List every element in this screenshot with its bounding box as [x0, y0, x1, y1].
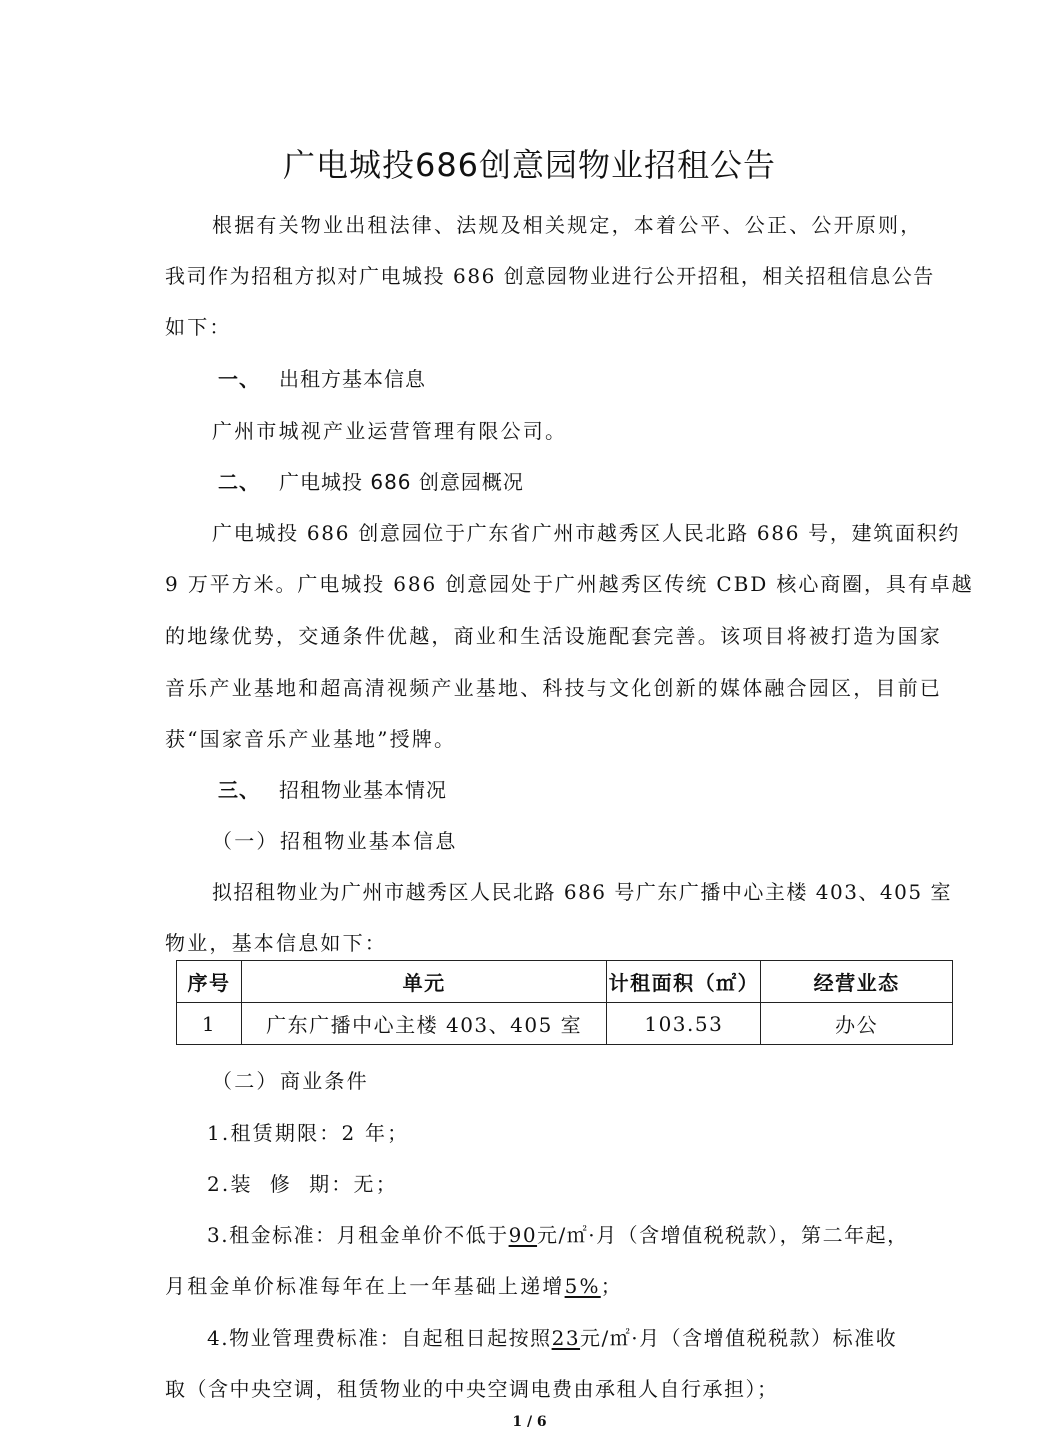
table-header-unit: 单元 — [241, 961, 606, 1003]
table-header-area: 计租面积（㎡） — [607, 961, 761, 1003]
property-table — [176, 960, 953, 1045]
intro-line-1: 根据有关物业出租法律、法规及相关规定，本着公平、公正、公开原则， — [212, 213, 923, 237]
management-fee-price: 23 — [551, 1326, 581, 1350]
page-title: 广电城投686创意园物业招租公告 — [282, 146, 777, 184]
table-header-business-type: 经营业态 — [761, 961, 953, 1003]
term-management-fee-note: 取（含中央空调，租赁物业的中央空调电费由承租人自行承担）； — [165, 1377, 779, 1401]
term-rent-standard — [207, 1221, 909, 1249]
table-cell-index: 1 — [177, 1003, 242, 1045]
section-1-heading: 出租方基本信息 — [279, 367, 426, 391]
table-header-row — [177, 961, 953, 1003]
section-2-heading: 广电城投 686 创意园概况 — [279, 470, 524, 494]
subsection-2-heading: 商业条件 — [280, 1069, 369, 1093]
rent-increase-rate: 5% — [564, 1274, 601, 1298]
table-header-index: 序号 — [177, 961, 242, 1003]
section-1-number: 一、 — [218, 367, 260, 391]
section-2-line-4: 音乐产业基地和超高清视频产业基地、科技与文化创新的媒体融合园区，目前已 — [165, 676, 942, 700]
section-3-heading: 招租物业基本情况 — [279, 778, 447, 802]
section-2-line-3: 的地缘优势，交通条件优越，商业和生活设施配套完善。该项目将被打造为国家 — [165, 624, 942, 648]
table-row — [177, 1003, 953, 1045]
rent-increase-end: ； — [600, 1274, 623, 1298]
term-renovation-period: 2.装 修 期：无； — [207, 1172, 398, 1196]
section-3-number: 三、 — [218, 778, 260, 802]
section-2-line-2: 9 万平方米。广电城投 686 创意园处于广州越秀区传统 CBD 核心商圈，具有卓越 — [165, 572, 974, 596]
table-cell-business-type: 办公 — [761, 1003, 953, 1045]
rent-standard-prefix: 3.租金标准：月租金单价不低于 — [207, 1223, 509, 1247]
section-2-line-1: 广电城投 686 创意园位于广东省广州市越秀区人民北路 686 号，建筑面积约 — [212, 521, 961, 545]
section-2-number: 二、 — [218, 470, 260, 494]
subsection-1-number: （一） — [212, 829, 279, 853]
intro-line-3: 如下： — [165, 315, 232, 339]
term-rent-increase — [165, 1272, 623, 1300]
subsection-1-line-1: 拟招租物业为广州市越秀区人民北路 686 号广东广播中心主楼 403、405 室 — [212, 880, 952, 904]
section-2-line-5: 获“国家音乐产业基地”授牌。 — [165, 727, 457, 751]
rent-increase-text: 月租金单价标准每年在上一年基础上递增 — [165, 1274, 565, 1298]
subsection-1-heading: 招租物业基本信息 — [280, 829, 458, 853]
page-number: 1 / 6 — [512, 1414, 547, 1430]
subsection-2-number: （二） — [212, 1069, 279, 1093]
section-1-body: 广州市城视产业运营管理有限公司。 — [212, 419, 568, 443]
rent-unit-price: 90 — [508, 1223, 538, 1247]
term-management-fee — [207, 1324, 897, 1352]
table-cell-area: 103.53 — [607, 1003, 761, 1045]
management-fee-prefix: 4.物业管理费标准：自起租日起按照 — [207, 1326, 552, 1350]
management-fee-suffix: 元/㎡·月（含增值税税款）标准收 — [580, 1326, 898, 1350]
intro-line-2: 我司作为招租方拟对广电城投 686 创意园物业进行公开招租，相关招租信息公告 — [165, 264, 935, 288]
rent-standard-suffix: 元/㎡·月（含增值税税款），第二年起， — [537, 1223, 909, 1247]
table-cell-unit: 广东广播中心主楼 403、405 室 — [241, 1003, 606, 1045]
subsection-1-line-2: 物业，基本信息如下： — [165, 931, 387, 955]
term-lease-period: 1.租赁期限：2 年； — [207, 1121, 410, 1145]
